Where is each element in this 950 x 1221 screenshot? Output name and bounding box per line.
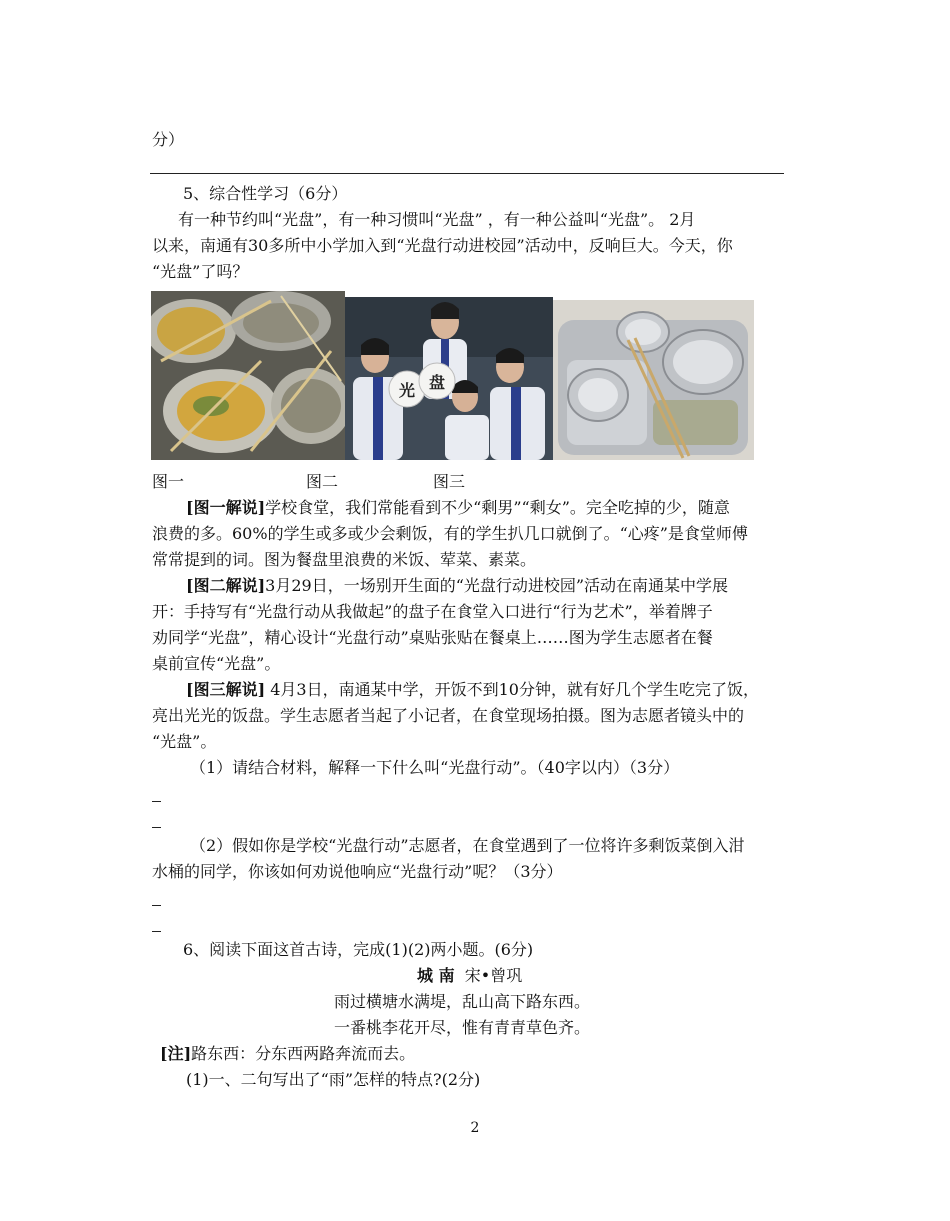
plate-char-2: 盘 [429, 373, 446, 392]
fig1-label: [图一解说] [186, 498, 266, 517]
q5-title: 5、综合性学习（6分） [183, 184, 348, 203]
plate-char-1: 光 [399, 381, 416, 400]
poem-line1: 雨过横塘水满堤，乱山高下路东西。 [334, 992, 591, 1011]
caption-fig3: 图三 [433, 472, 466, 491]
photo-wasted-food [151, 291, 345, 460]
divider-rule [150, 173, 784, 174]
q6-sub1: (1)一、二句写出了“雨”怎样的特点?(2分) [186, 1070, 481, 1089]
poem-line2: 一番桃李花开尽，惟有青青草色齐。 [334, 1018, 591, 1037]
q5-intro-line3: “光盘”了吗？ [152, 262, 249, 281]
top-fragment: 分） [152, 130, 185, 149]
fig2-explanation-line3: 劝同学“光盘”，精心设计“光盘行动”桌贴张贴在餐桌上……图为学生志愿者在餐 [152, 628, 713, 647]
q5-sub2-line2: 水桶的同学，你该如何劝说他响应“光盘行动”呢？（3分） [152, 862, 563, 881]
photo-clean-tray [553, 300, 754, 460]
answer-blank-3[interactable] [152, 905, 161, 906]
note-label: [注] [160, 1044, 192, 1063]
fig2-explanation-line1 [186, 574, 728, 598]
fig1-explanation-line3: 常常提到的词。图为餐盘里浪费的米饭、荤菜、素菜。 [152, 550, 537, 569]
fig2-text: 3月29日，一场别开生面的“光盘行动进校园”活动在南通某中学展 [265, 576, 729, 595]
page-number: 2 [470, 1120, 480, 1136]
q5-sub1: （1）请结合材料，解释一下什么叫“光盘行动”。（40字以内）（3分） [190, 758, 680, 777]
poem-author: 宋•曾巩 [464, 966, 523, 985]
fig3-label: [图三解说] [186, 680, 266, 699]
fig1-text: 学校食堂，我们常能看到不少“剩男”“剩女”。完全吃掉的少，随意 [265, 498, 730, 517]
q6-title: 6、阅读下面这首古诗，完成(1)(2)两小题。(6分) [183, 940, 534, 959]
answer-blank-4[interactable] [152, 931, 161, 932]
fig1-explanation-line2: 浪费的多。60%的学生或多或少会剩饭，有的学生扒几口就倒了。“心疼”是食堂师傅 [152, 524, 748, 543]
q5-intro-line2: 以来，南通有30多所中小学加入到“光盘行动进校园”活动中，反响巨大。今天，你 [152, 236, 733, 255]
fig1-explanation-line1 [186, 496, 730, 520]
caption-fig2: 图二 [306, 472, 339, 491]
fig3-explanation-line3: “光盘”。 [152, 732, 217, 751]
answer-blank-1[interactable] [152, 801, 161, 802]
fig2-explanation-line2: 开：手持写有“光盘行动从我做起”的盘子在食堂入口进行“行为艺术”，举着牌子 [152, 602, 713, 621]
fig2-explanation-line4: 桌前宣传“光盘”。 [152, 654, 281, 673]
fig2-label: [图二解说] [186, 576, 266, 595]
poem-heading [417, 964, 522, 988]
answer-blank-2[interactable] [152, 827, 161, 828]
poem-title: 城 南 [417, 966, 455, 985]
q5-intro-line1: 有一种节约叫“光盘”，有一种习惯叫“光盘” ，有一种公益叫“光盘”。 2月 [178, 210, 696, 229]
fig3-explanation-line1 [186, 678, 759, 702]
note-text: 路东西：分东西两路奔流而去。 [191, 1044, 416, 1063]
q5-sub2-line1: （2）假如你是学校“光盘行动”志愿者，在食堂遇到了一位将许多剩饭菜倒入泔 [190, 836, 745, 855]
fig3-text: 4月3日，南通某中学，开饭不到10分钟，就有好几个学生吃完了饭， [265, 680, 759, 699]
fig3-explanation-line2: 亮出光光的饭盘。学生志愿者当起了小记者，在食堂现场拍摄。图为志愿者镜头中的 [152, 706, 745, 725]
photo-student-volunteers [345, 297, 553, 460]
poem-note [160, 1042, 415, 1066]
caption-fig1: 图一 [152, 472, 185, 491]
